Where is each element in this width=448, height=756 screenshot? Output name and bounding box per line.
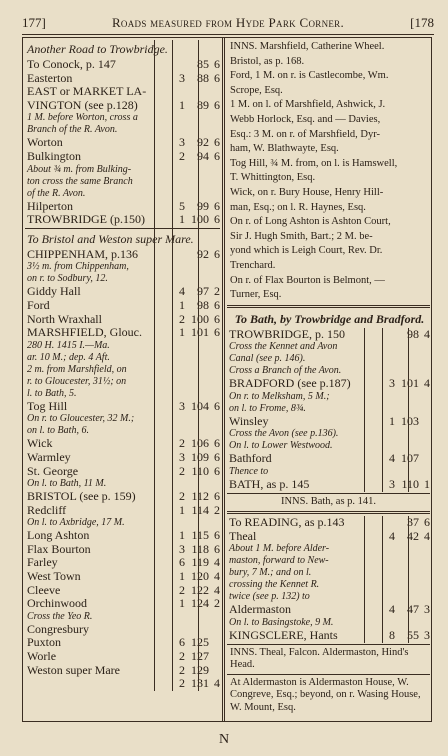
stage-miles: 3 xyxy=(179,541,185,556)
stage-miles: 3 xyxy=(179,449,185,464)
total-miles: 110 xyxy=(401,477,419,492)
route-row xyxy=(25,200,220,214)
place-name: BATH, as p. 145 xyxy=(229,478,310,492)
furlongs: 6 xyxy=(214,57,220,71)
place-name: To Conock, p. 147 xyxy=(27,58,116,71)
route-row xyxy=(25,465,220,479)
place-name: Farley xyxy=(27,556,58,570)
stage-miles: 1 xyxy=(179,297,185,312)
stage-miles: 4 xyxy=(179,284,185,299)
route-note: 280 H. 1415 I.—Ma. xyxy=(27,339,110,351)
furlongs: 6 xyxy=(214,528,220,543)
route-row xyxy=(25,150,220,164)
route-row xyxy=(25,584,220,598)
route-row xyxy=(227,516,430,530)
section-heading: Another Road to Trowbridge. xyxy=(27,42,168,56)
furlongs: 6 xyxy=(214,398,220,413)
furlongs: 2 xyxy=(214,284,220,299)
route-row xyxy=(227,452,430,466)
route-note: Cross the Kennet and Avon xyxy=(229,341,338,353)
route-row xyxy=(25,400,220,414)
route-row xyxy=(25,677,220,691)
stage-miles: 2 xyxy=(179,649,185,664)
total-miles: 92 xyxy=(197,135,209,150)
furlongs: 2 xyxy=(214,502,220,517)
stage-miles: 2 xyxy=(179,676,185,691)
stage-miles: 2 xyxy=(179,662,185,677)
reading-inns: INNS. Theal, Falcon. Aldermaston, Hind's Head. xyxy=(230,646,409,671)
section-heading: To Bristol and Weston super Mare. xyxy=(27,231,194,246)
stage-miles: 6 xyxy=(179,555,185,570)
place-name: Ford xyxy=(27,298,50,312)
route-note: About ¾ m. from Bulking- xyxy=(27,163,132,175)
place-name: Easterton xyxy=(27,71,73,85)
route-note: of the R. Avon. xyxy=(27,187,86,199)
place-name: Redcliff xyxy=(27,503,67,517)
place-name: CHIPPENHAM, p.136 xyxy=(27,247,139,261)
place-name: MARSHFIELD, Glouc. xyxy=(27,326,143,340)
furlongs: 4 xyxy=(214,569,220,584)
route-row xyxy=(227,530,430,544)
place-name: Bulkington xyxy=(27,149,82,163)
route-row xyxy=(227,377,430,391)
reading-seats: At Aldermaston is Aldermaston House, W. Congreve, Esq.; beyond, on r. Wasing House, W. Mount, Esq. xyxy=(230,676,421,713)
furlongs: 6 xyxy=(214,212,220,227)
right-column xyxy=(227,40,430,720)
total-miles: 37 xyxy=(407,515,419,530)
stage-miles: 3 xyxy=(389,376,395,391)
route-row xyxy=(227,415,430,429)
stage-miles: 3 xyxy=(179,135,185,150)
route-row xyxy=(25,650,220,664)
total-miles: 55 xyxy=(407,628,419,643)
furlongs: 6 xyxy=(214,311,220,326)
route-row xyxy=(25,299,220,313)
furlongs: 6 xyxy=(214,489,220,504)
stage-miles: 1 xyxy=(179,325,185,340)
stage-miles: 1 xyxy=(179,212,185,227)
route-row xyxy=(25,664,220,678)
total-miles: 122 xyxy=(191,582,209,597)
stage-miles: 2 xyxy=(179,489,185,504)
total-miles: 119 xyxy=(191,555,209,570)
seat-note-line: man, Esq.; on l. R. Haynes, Esq. xyxy=(230,201,366,213)
seat-note-line: ham, W. Blathwayte, Esq. xyxy=(230,143,339,155)
route-note: 2 m. from Marshfield, on xyxy=(27,363,127,375)
route-note: On l. to Axbridge, 17 M. xyxy=(27,517,125,529)
stage-miles: 4 xyxy=(389,528,395,543)
route-row xyxy=(227,629,430,643)
route-row xyxy=(25,99,220,113)
furlongs: 6 xyxy=(214,436,220,451)
total-miles: 89 xyxy=(197,97,209,112)
signature-mark: N xyxy=(218,732,230,747)
total-miles: 100 xyxy=(191,311,209,326)
total-miles: 115 xyxy=(191,528,209,543)
total-miles: 88 xyxy=(197,70,209,85)
place-name: VINGTON (see p.128) xyxy=(27,98,138,112)
route-row xyxy=(25,85,220,99)
stage-miles: 2 xyxy=(179,436,185,451)
place-name: St. George xyxy=(27,464,79,478)
route-row xyxy=(227,328,430,342)
route-row xyxy=(25,58,220,72)
bath-inns: INNS. Bath, as p. 141. xyxy=(280,495,377,507)
route-row xyxy=(25,248,220,262)
route-note: r. to Gloucester, 31½; on xyxy=(27,375,127,387)
place-name: Orchinwood xyxy=(27,597,87,611)
stage-miles: 1 xyxy=(179,596,185,611)
route-note: l. to Bath, 5. xyxy=(27,387,77,399)
stage-miles: 6 xyxy=(179,635,185,650)
route-note: bury, 7 M.; and on l. xyxy=(229,567,312,579)
route-note: About 1 M. before Alder- xyxy=(229,543,330,555)
furlongs: 6 xyxy=(424,515,430,530)
route-row xyxy=(25,597,220,611)
seat-note-line: On r. of Long Ashton is Ashton Court, xyxy=(230,216,391,228)
route-list-left xyxy=(25,40,220,691)
furlongs: 3 xyxy=(424,602,430,617)
stage-miles: 1 xyxy=(179,528,185,543)
stage-miles: 1 xyxy=(389,413,395,428)
route-row xyxy=(25,285,220,299)
place-name: Congresbury xyxy=(27,622,89,636)
stage-miles: 2 xyxy=(179,148,185,163)
furlongs: 6 xyxy=(214,463,220,478)
seat-note-line: Wick, on r. Bury House, Henry Hill- xyxy=(230,186,384,198)
place-name: North Wraxhall xyxy=(27,312,102,326)
seat-note-line: Tog Hill, ¾ M. from, on l. is Hamswell, xyxy=(230,157,398,169)
furlongs: 4 xyxy=(424,376,430,391)
furlongs: 6 xyxy=(214,135,220,150)
route-note: On r. to Gloucester, 32 M.; xyxy=(27,413,135,425)
route-note: 3½ m. from Chippenham, xyxy=(27,261,129,273)
route-row xyxy=(25,636,220,650)
route-note: ar. 10 M.; dep. 4 Aft. xyxy=(27,351,110,363)
total-miles: 103 xyxy=(401,413,419,428)
furlongs: 6 xyxy=(214,246,220,261)
column-divider xyxy=(222,37,225,722)
total-miles: 101 xyxy=(191,325,209,340)
place-name: Winsley xyxy=(229,414,269,428)
route-row xyxy=(25,490,220,504)
page-header xyxy=(22,12,434,35)
total-miles: 104 xyxy=(191,398,209,413)
left-column xyxy=(25,40,220,720)
route-row xyxy=(25,543,220,557)
place-name: BRADFORD (see p.187) xyxy=(229,377,351,391)
route-row xyxy=(25,326,220,340)
stage-miles: 1 xyxy=(179,569,185,584)
total-miles: 85 xyxy=(197,57,209,71)
page-number-left: 177] xyxy=(22,15,46,30)
total-miles: 112 xyxy=(191,489,209,504)
stage-miles: 2 xyxy=(179,311,185,326)
place-name: EAST or MARKET LA- xyxy=(27,85,147,99)
total-miles: 94 xyxy=(197,148,209,163)
place-name: TROWBRIDGE (p.150) xyxy=(27,213,145,227)
seats-notes xyxy=(227,40,430,303)
total-miles: 131 xyxy=(191,676,209,691)
total-miles: 109 xyxy=(191,449,209,464)
furlongs: 4 xyxy=(424,326,430,341)
total-miles: 124 xyxy=(191,596,209,611)
seat-note-line: 1 M. on l. of Marshfield, Ashwick, J. xyxy=(230,99,386,111)
seat-note-line: Ford, 1 M. on r. is Castlecombe, Wm. xyxy=(230,70,389,82)
furlongs: 1 xyxy=(424,477,430,492)
route-note: ton cross the same Branch xyxy=(27,175,133,187)
total-miles: 127 xyxy=(191,649,209,664)
place-name: Giddy Hall xyxy=(27,285,81,299)
furlongs: 6 xyxy=(214,198,220,213)
route-note: maston, forward to New- xyxy=(229,555,329,567)
place-name: Tog Hill xyxy=(27,399,68,413)
seat-note-line: Bristol, as p. 168. xyxy=(230,55,305,67)
reading-route xyxy=(227,516,430,642)
total-miles: 120 xyxy=(191,569,209,584)
route-note: On l. to Lower Westwood. xyxy=(229,440,333,452)
route-row xyxy=(25,313,220,327)
seat-note-line: Webb Horlock, Esq. and — Davies, xyxy=(230,113,381,125)
route-note: on l. to Frome, 8¾. xyxy=(229,402,306,414)
place-name: TROWBRIDGE, p. 150 xyxy=(229,327,345,341)
seat-note-line: Sir J. Hugh Smith, Bart.; 2 M. be- xyxy=(230,230,373,242)
route-note: twice (see p. 132) to xyxy=(229,591,310,603)
furlongs: 3 xyxy=(424,628,430,643)
route-note: Thence to xyxy=(229,466,269,478)
total-miles: 129 xyxy=(191,662,209,677)
place-name: Worle xyxy=(27,650,57,664)
seat-note-line: On r. of Flax Bourton is Belmont, — xyxy=(230,274,385,286)
furlongs: 2 xyxy=(214,596,220,611)
stage-miles: 3 xyxy=(179,70,185,85)
stage-miles: 3 xyxy=(389,477,395,492)
furlongs: 4 xyxy=(214,555,220,570)
route-note: On r. to Melksham, 5 M.; xyxy=(229,390,330,402)
total-miles: 47 xyxy=(407,602,419,617)
route-row xyxy=(25,623,220,637)
seat-note-line: yond which is Leigh Court, Rev. Dr. xyxy=(230,245,383,257)
place-name: BRISTOL (see p. 159) xyxy=(27,490,136,504)
route-row xyxy=(227,478,430,492)
route-row xyxy=(25,213,220,227)
place-name: Warmley xyxy=(27,450,71,464)
place-name: Puxton xyxy=(27,636,62,650)
stage-miles: 4 xyxy=(389,451,395,466)
route-note: Cross a Branch of the Avon. xyxy=(229,365,342,377)
total-miles: 97 xyxy=(197,284,209,299)
furlongs: 6 xyxy=(214,541,220,556)
route-note: crossing the Kennet R. xyxy=(229,579,320,591)
place-name: Long Ashton xyxy=(27,529,90,543)
total-miles: 114 xyxy=(191,502,209,517)
place-name: KINGSCLERE, Hants xyxy=(229,629,338,643)
route-note: on l. to Bath, 6. xyxy=(27,425,89,437)
furlongs: 4 xyxy=(214,582,220,597)
bath-route-heading: To Bath, by Trowbridge and Bradford. xyxy=(234,311,425,326)
total-miles: 99 xyxy=(197,198,209,213)
route-row xyxy=(25,72,220,86)
seat-note-line: Scrope, Esq. xyxy=(230,84,283,96)
stage-miles: 2 xyxy=(179,463,185,478)
route-note: 1 M. before Worton, cross a xyxy=(27,112,138,124)
page-number-right: [178 xyxy=(410,15,434,30)
route-note: on r. to Sodbury, 12. xyxy=(27,273,108,285)
place-name: Bathford xyxy=(229,452,272,466)
furlongs: 6 xyxy=(214,325,220,340)
furlongs: 6 xyxy=(214,449,220,464)
furlongs: 4 xyxy=(424,528,430,543)
place-name: Hilperton xyxy=(27,199,73,213)
place-name: Theal xyxy=(229,529,257,543)
route-row xyxy=(227,603,430,617)
route-row xyxy=(25,451,220,465)
stage-miles: 1 xyxy=(179,502,185,517)
route-note: Canal (see p. 146). xyxy=(229,353,306,365)
route-note: Branch of the R. Avon. xyxy=(27,124,118,136)
furlongs: 6 xyxy=(214,97,220,112)
route-note: Cross the Avon (see p.136). xyxy=(229,428,339,440)
furlongs: 4 xyxy=(214,676,220,691)
bath-route xyxy=(227,328,430,492)
place-name: West Town xyxy=(27,570,81,584)
stage-miles: 3 xyxy=(179,398,185,413)
furlongs: 6 xyxy=(214,148,220,163)
total-miles: 101 xyxy=(401,376,419,391)
place-name: Weston super Mare xyxy=(27,663,121,677)
route-note: On l. to Bath, 11 M. xyxy=(27,478,107,490)
total-miles: 118 xyxy=(191,541,209,556)
furlongs: 6 xyxy=(214,70,220,85)
total-miles: 125 xyxy=(191,635,209,650)
stage-miles: 1 xyxy=(179,97,185,112)
route-row xyxy=(25,136,220,150)
stage-miles: 4 xyxy=(389,602,395,617)
total-miles: 98 xyxy=(197,297,209,312)
total-miles: 92 xyxy=(197,246,209,261)
section-divider xyxy=(25,228,220,229)
furlongs: 6 xyxy=(214,297,220,312)
route-row xyxy=(25,570,220,584)
total-miles: 42 xyxy=(407,528,419,543)
seat-note-line: Turner, Esq. xyxy=(230,289,282,301)
total-miles: 107 xyxy=(401,451,419,466)
place-name: To READING, as p.143 xyxy=(229,516,345,530)
stage-miles: 5 xyxy=(179,198,185,213)
route-row xyxy=(25,529,220,543)
place-name: Worton xyxy=(27,136,63,150)
place-name: Aldermaston xyxy=(229,603,291,617)
total-miles: 106 xyxy=(191,436,209,451)
place-name: Cleeve xyxy=(27,583,61,597)
seat-note-line: Esq.: 3 M. on r. of Marshfield, Dyr- xyxy=(230,128,380,140)
total-miles: 110 xyxy=(191,463,209,478)
stage-miles: 8 xyxy=(389,628,395,643)
seat-note-line: T. Whittington, Esq. xyxy=(230,172,316,184)
total-miles: 98 xyxy=(407,326,419,341)
seat-note-line: INNS. Marshfield, Catherine Wheel. xyxy=(230,41,385,52)
route-row xyxy=(25,556,220,570)
route-note: Cross the Yeo R. xyxy=(27,610,93,622)
route-row xyxy=(25,437,220,451)
page-title: Roads measured from Hyde Park Corner. xyxy=(111,15,345,30)
place-name: Wick xyxy=(27,437,53,451)
route-note: On l. to Basingstoke, 9 M. xyxy=(229,617,334,629)
route-row xyxy=(25,504,220,518)
seat-note-line: Trenchard. xyxy=(230,259,276,271)
place-name: Flax Bourton xyxy=(27,542,91,556)
stage-miles: 2 xyxy=(179,582,185,597)
total-miles: 100 xyxy=(191,212,209,227)
